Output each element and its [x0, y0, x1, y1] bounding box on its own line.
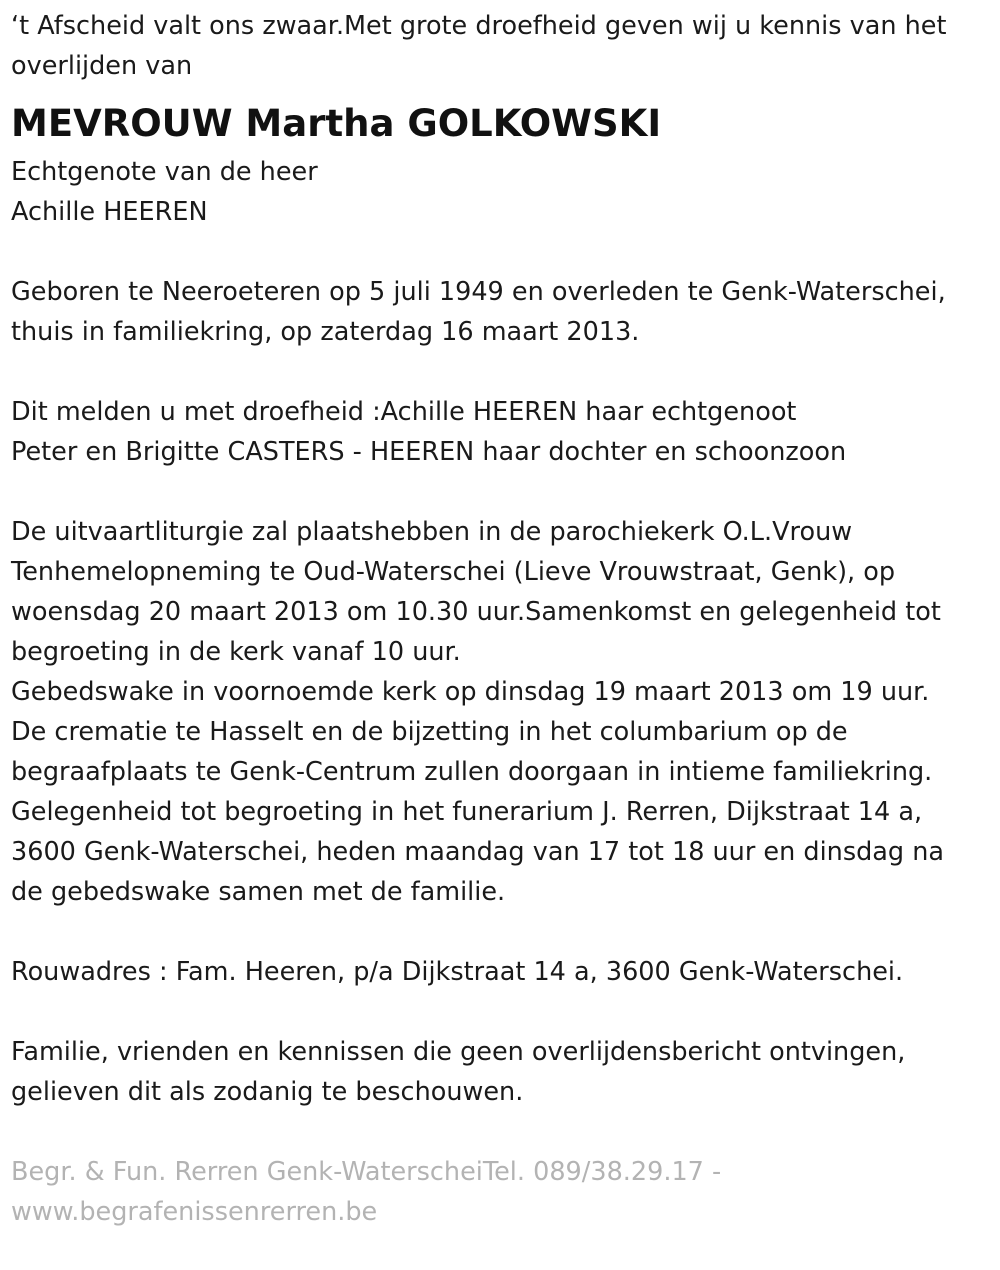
ceremony-line: Tenhemelopneming te Oud-Waterschei (Lieve Vrouwstraat, Genk), op	[11, 557, 896, 587]
ceremony-line: Gelegenheid tot begroeting in het funerarium J. Rerren, Dijkstraat 14 a,	[11, 797, 923, 827]
spacer	[11, 912, 989, 952]
spacer	[11, 472, 989, 512]
mourners-line-2: Peter en Brigitte CASTERS - HEEREN haar dochter en schoonzoon	[11, 437, 847, 467]
mourners-text	[11, 392, 989, 472]
intro-line-1: ‘t Afscheid valt ons zwaar.Met grote droefheid geven wij u kennis van het	[11, 11, 947, 41]
spacer	[11, 352, 989, 392]
ceremony-line: begroeting in de kerk vanaf 10 uur.	[11, 637, 461, 667]
spacer	[11, 992, 989, 1032]
funeral-home-footer	[11, 1152, 989, 1232]
ceremony-line: Gebedswake in voornoemde kerk op dinsdag 19 maart 2013 om 19 uur.	[11, 677, 930, 707]
ceremony-line: de gebedswake samen met de familie.	[11, 877, 506, 907]
spacer	[11, 1112, 989, 1152]
intro-line-2: overlijden van	[11, 51, 193, 81]
notice-line-1: Familie, vrienden en kennissen die geen overlijdensbericht ontvingen,	[11, 1037, 906, 1067]
ceremony-text	[11, 512, 989, 912]
deceased-name: MEVROUW Martha GOLKOWSKI	[11, 102, 662, 145]
spacer	[11, 232, 989, 272]
ceremony-line: De uitvaartliturgie zal plaatshebben in de parochiekerk O.L.Vrouw	[11, 517, 853, 547]
intro-text	[11, 6, 989, 86]
notice-line-2: gelieven dit als zodanig te beschouwen.	[11, 1077, 524, 1107]
address-line: Rouwadres : Fam. Heeren, p/a Dijkstraat 14 a, 3600 Genk-Waterschei.	[11, 957, 904, 987]
mourners-line-1: Dit melden u met droefheid :Achille HEEREN haar echtgenoot	[11, 397, 797, 427]
footer-website-link[interactable]: www.begrafenissenrerren.be	[11, 1197, 378, 1227]
birth-death-line-2: thuis in familiekring, op zaterdag 16 maart 2013.	[11, 317, 640, 347]
address-text	[11, 952, 989, 992]
ceremony-line: 3600 Genk-Waterschei, heden maandag van 17 tot 18 uur en dinsdag na	[11, 837, 945, 867]
spouse-line-2: Achille HEEREN	[11, 197, 208, 227]
spouse-line-1: Echtgenote van de heer	[11, 157, 318, 187]
footer-line-1: Begr. & Fun. Rerren Genk-WaterscheiTel. 089/38.29.17 -	[11, 1157, 722, 1187]
ceremony-line: woensdag 20 maart 2013 om 10.30 uur.Samenkomst en gelegenheid tot	[11, 597, 941, 627]
spouse-text	[11, 152, 989, 232]
ceremony-line: begraafplaats te Genk-Centrum zullen doorgaan in intieme familiekring.	[11, 757, 933, 787]
ceremony-line: De crematie te Hasselt en de bijzetting in het columbarium op de	[11, 717, 848, 747]
birth-death-text	[11, 272, 989, 352]
notice-text	[11, 1032, 989, 1112]
birth-death-line-1: Geboren te Neeroeteren op 5 juli 1949 en overleden te Genk-Waterschei,	[11, 277, 946, 307]
